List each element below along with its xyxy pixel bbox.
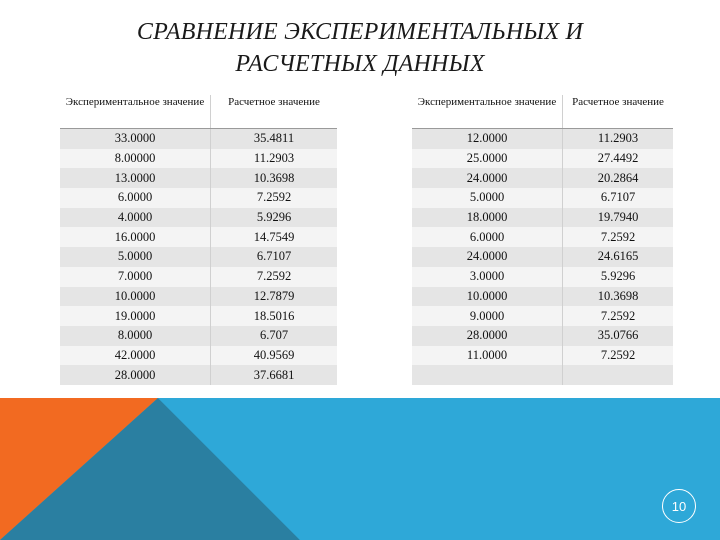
cell-calculated: 10.3698	[211, 168, 338, 188]
cell-experimental: 24.0000	[412, 247, 563, 267]
cell-experimental: 42.0000	[60, 346, 211, 366]
table-row	[60, 227, 337, 247]
table-row	[60, 306, 337, 326]
table-row	[60, 267, 337, 287]
cell-calculated: 20.2864	[563, 168, 674, 188]
cell-calculated: 12.7879	[211, 287, 338, 307]
table-row	[60, 287, 337, 307]
cell-calculated: 10.3698	[563, 287, 674, 307]
cell-experimental: 5.0000	[412, 188, 563, 208]
cell-experimental: 9.0000	[412, 306, 563, 326]
table-row	[60, 168, 337, 188]
table-row	[60, 129, 337, 149]
cell-calculated: 35.4811	[211, 129, 338, 149]
header-experimental: Экспериментальное значение	[412, 95, 563, 129]
cell-calculated: 7.2592	[211, 188, 338, 208]
table-row	[412, 365, 673, 385]
cell-calculated: 27.4492	[563, 149, 674, 169]
cell-calculated: 11.2903	[563, 129, 674, 149]
cell-calculated: 6.7107	[211, 247, 338, 267]
cell-calculated: 14.7549	[211, 227, 338, 247]
cell-calculated: 18.5016	[211, 306, 338, 326]
cell-experimental: 12.0000	[412, 129, 563, 149]
cell-calculated: 35.0766	[563, 326, 674, 346]
table-row	[60, 149, 337, 169]
cell-experimental: 10.0000	[412, 287, 563, 307]
cell-experimental: 24.0000	[412, 168, 563, 188]
cell-experimental	[412, 365, 563, 385]
cell-calculated: 7.2592	[211, 267, 338, 287]
slide-title-line-1: СРАВНЕНИЕ ЭКСПЕРИМЕНТАЛЬНЫХ И	[136, 19, 584, 45]
cell-calculated: 5.9296	[563, 267, 674, 287]
cell-calculated: 11.2903	[211, 149, 338, 169]
table-row	[412, 149, 673, 169]
cell-experimental: 4.0000	[60, 208, 211, 228]
cell-experimental: 28.0000	[60, 365, 211, 385]
cell-experimental: 6.0000	[60, 188, 211, 208]
header-experimental: Экспериментальное значение	[60, 95, 211, 129]
cell-calculated: 7.2592	[563, 346, 674, 366]
table-row	[412, 326, 673, 346]
table-row	[412, 267, 673, 287]
table-row	[412, 188, 673, 208]
table-row	[412, 208, 673, 228]
decorative-bottom-band	[0, 398, 720, 540]
table-row	[60, 247, 337, 267]
cell-calculated: 40.9569	[211, 346, 338, 366]
header-calculated: Расчетное значение	[211, 95, 338, 129]
table-row	[412, 227, 673, 247]
table-row	[412, 168, 673, 188]
slide-title	[0, 16, 720, 80]
cell-experimental: 28.0000	[412, 326, 563, 346]
right-data-table	[412, 95, 673, 385]
cell-calculated: 6.7107	[563, 188, 674, 208]
table-header-row	[412, 95, 673, 129]
cell-calculated: 7.2592	[563, 227, 674, 247]
cell-experimental: 13.0000	[60, 168, 211, 188]
table-row	[60, 365, 337, 385]
cell-calculated: 19.7940	[563, 208, 674, 228]
cell-calculated: 5.9296	[211, 208, 338, 228]
cell-experimental: 10.0000	[60, 287, 211, 307]
table-row	[60, 188, 337, 208]
table-row	[412, 346, 673, 366]
cell-experimental: 7.0000	[60, 267, 211, 287]
cell-experimental: 3.0000	[412, 267, 563, 287]
cell-experimental: 25.0000	[412, 149, 563, 169]
page-number-badge: 10	[662, 489, 696, 523]
table-row	[60, 326, 337, 346]
table-header-row	[60, 95, 337, 129]
cell-experimental: 6.0000	[412, 227, 563, 247]
cell-calculated	[563, 365, 674, 385]
cell-experimental: 18.0000	[412, 208, 563, 228]
table-row	[412, 306, 673, 326]
cell-experimental: 11.0000	[412, 346, 563, 366]
table-row	[412, 247, 673, 267]
table-row	[60, 346, 337, 366]
cell-experimental: 16.0000	[60, 227, 211, 247]
cell-experimental: 33.0000	[60, 129, 211, 149]
cell-experimental: 8.00000	[60, 149, 211, 169]
cell-calculated: 7.2592	[563, 306, 674, 326]
left-data-table	[60, 95, 337, 385]
cell-calculated: 6.707	[211, 326, 338, 346]
cell-experimental: 19.0000	[60, 306, 211, 326]
slide-title-line-2: РАСЧЕТНЫХ ДАННЫХ	[235, 51, 485, 77]
table-row	[412, 129, 673, 149]
cell-calculated: 24.6165	[563, 247, 674, 267]
table-row	[60, 208, 337, 228]
cell-experimental: 8.0000	[60, 326, 211, 346]
cell-experimental: 5.0000	[60, 247, 211, 267]
header-calculated: Расчетное значение	[563, 95, 674, 129]
table-row	[412, 287, 673, 307]
cell-calculated: 37.6681	[211, 365, 338, 385]
